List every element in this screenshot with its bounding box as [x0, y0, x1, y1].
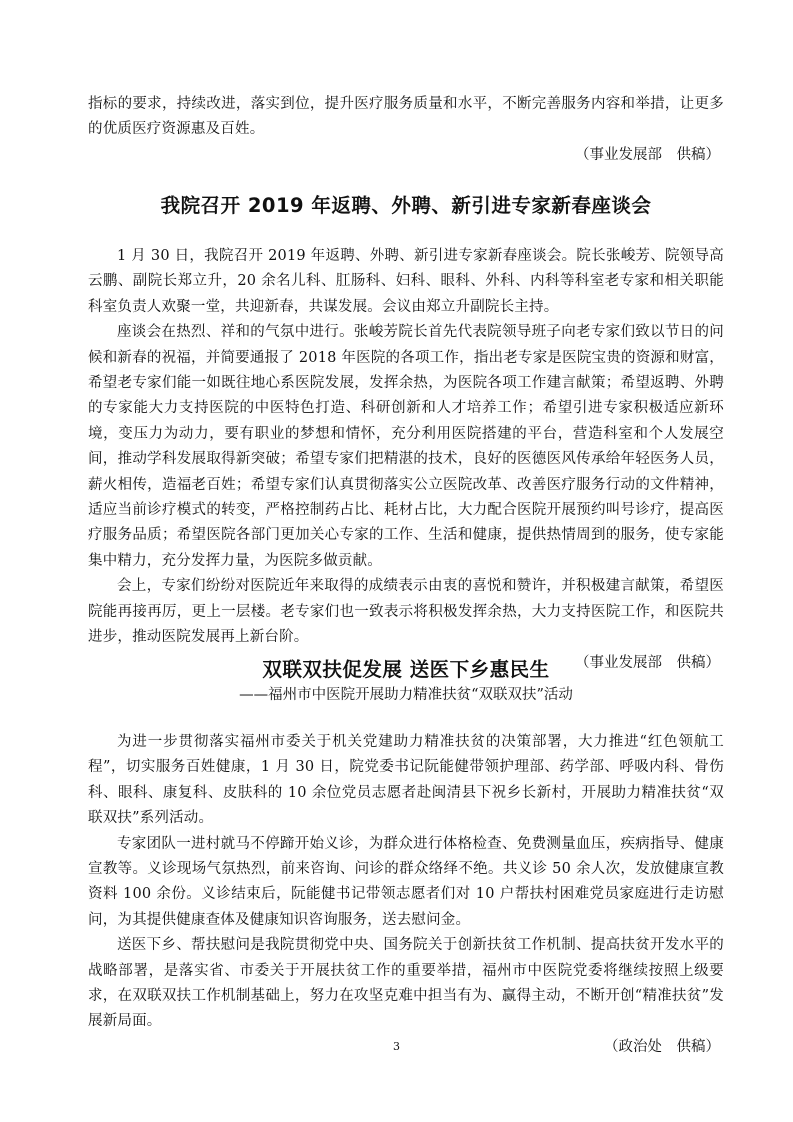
article-2-paragraph: 送医下乡、帮扶慰问是我院贯彻党中央、国务院关于创新扶贫工作机制、提高扶贫开发水平的战略部署，是落实省、市委关于开展扶贫工作的重要举措，福州市中医院党委将继续按照上级要求，在双联双扶工作机制基础上，努力在攻坚克难中担当有为、赢得主动，不断开创“精准扶贫”发展新局面。: [88, 937, 724, 1030]
article-2-paragraph: 为进一步贯彻落实福州市委关于机关党建助力精准扶贫的决策部署，大力推进“红色领航工程”，切实服务百姓健康，1 月 30 日，院党委书记阮能健带领护理部、药学部、呼吸内科、骨伤科、眼科、康复科、皮肤科的 10 余位党员志愿者赴闽清县下祝乡长新村，开展助力精准扶贫“双联双扶”系列活动。: [88, 734, 724, 827]
article-2-subtitle: ——福州市中医院开展助力精准扶贫“双联双扶”活动: [239, 687, 573, 703]
article-2-paragraph: 专家团队一进村就马不停蹄开始义诊，为群众进行体格检查、免费测量血压，疾病指导、健康宣教等。义诊现场气氛热烈，前来咨询、问诊的群众络绎不绝。共义诊 50 余人次，发放健康宣教资料 100 余份。义诊结束后，阮能健书记带领志愿者们对 10 户帮扶村困难党员家庭进行走访慰问，为其提供健康查体及健康知识咨询服务，送去慰问金。: [88, 835, 724, 928]
article-2-credit: （政治处 供稿）: [604, 1038, 720, 1055]
article-1-paragraph: 座谈会在热烈、祥和的气氛中进行。张峻芳院长首先代表院领导班子向老专家们致以节日的问候和新春的祝福，并简要通报了 2018 年医院的各项工作，指出老专家是医院宝贵的资源和财富，希望老专家们能一如既往地心系医院发展，发挥余热，为医院各项工作建言献策；希望返聘、外聘的专家能大力支持医院的中医特色打造、科研创新和人才培养工作；希望引进专家积极适应新环境，变压力为动力，要有职业的梦想和情怀，充分利用医院搭建的平台，营造科室和个人发展空间，推动学科发展取得新突破；希望专家们把精湛的技术，良好的医德医风传承给年轻医务人员，薪火相传，造福老百姓；希望专家们认真贯彻落实公立医院改革、改善医疗服务行动的文件精神，适应当前诊疗模式的转变，严格控制药占比、耗材占比，大力配合医院开展预约叫号诊疗，提高医疗服务品质；希望医院各部门更加关心专家的工作、生活和健康，提供热情周到的服务，使专家能集中精力，充分发挥力量，为医院多做贡献。: [88, 324, 724, 569]
article-2: [88, 654, 724, 1060]
article-2-title: 双联双扶促发展 送医下乡惠民生: [262, 658, 550, 681]
article-1-paragraph: 会上，专家们纷纷对医院近年来取得的成绩表示由衷的喜悦和赞许，并积极建言献策，希望医院能再接再厉，更上一层楼。老专家们也一致表示将积极发挥余热，大力支持医院工作，和医院共进步，推动医院发展再上新台阶。: [88, 578, 724, 646]
top-fragment: [88, 92, 724, 168]
article-1-credit: （事业发展部 供稿）: [575, 654, 720, 671]
fragment-text: 指标的要求，持续改进，落实到位，提升医疗服务质量和水平，不断完善服务内容和举措，让更多的优质医疗资源惠及百姓。: [88, 96, 724, 138]
page-number: 3: [393, 1040, 400, 1053]
article-1-paragraph: 1 月 30 日，我院召开 2019 年返聘、外聘、新引进专家新春座谈会。院长张峻芳、院领导高云鹏、副院长郑立升，20 余名儿科、肛肠科、妇科、眼科、外科、内科等科室老专家和相关职能科室负责人欢聚一堂，共迎新春，共谋发展。会议由郑立升副院长主持。: [88, 248, 724, 315]
article-1-title: 我院召开 2019 年返聘、外聘、新引进专家新春座谈会: [160, 194, 652, 217]
article-1: [88, 190, 724, 676]
fragment-credit: （事业发展部 供稿）: [575, 146, 720, 163]
